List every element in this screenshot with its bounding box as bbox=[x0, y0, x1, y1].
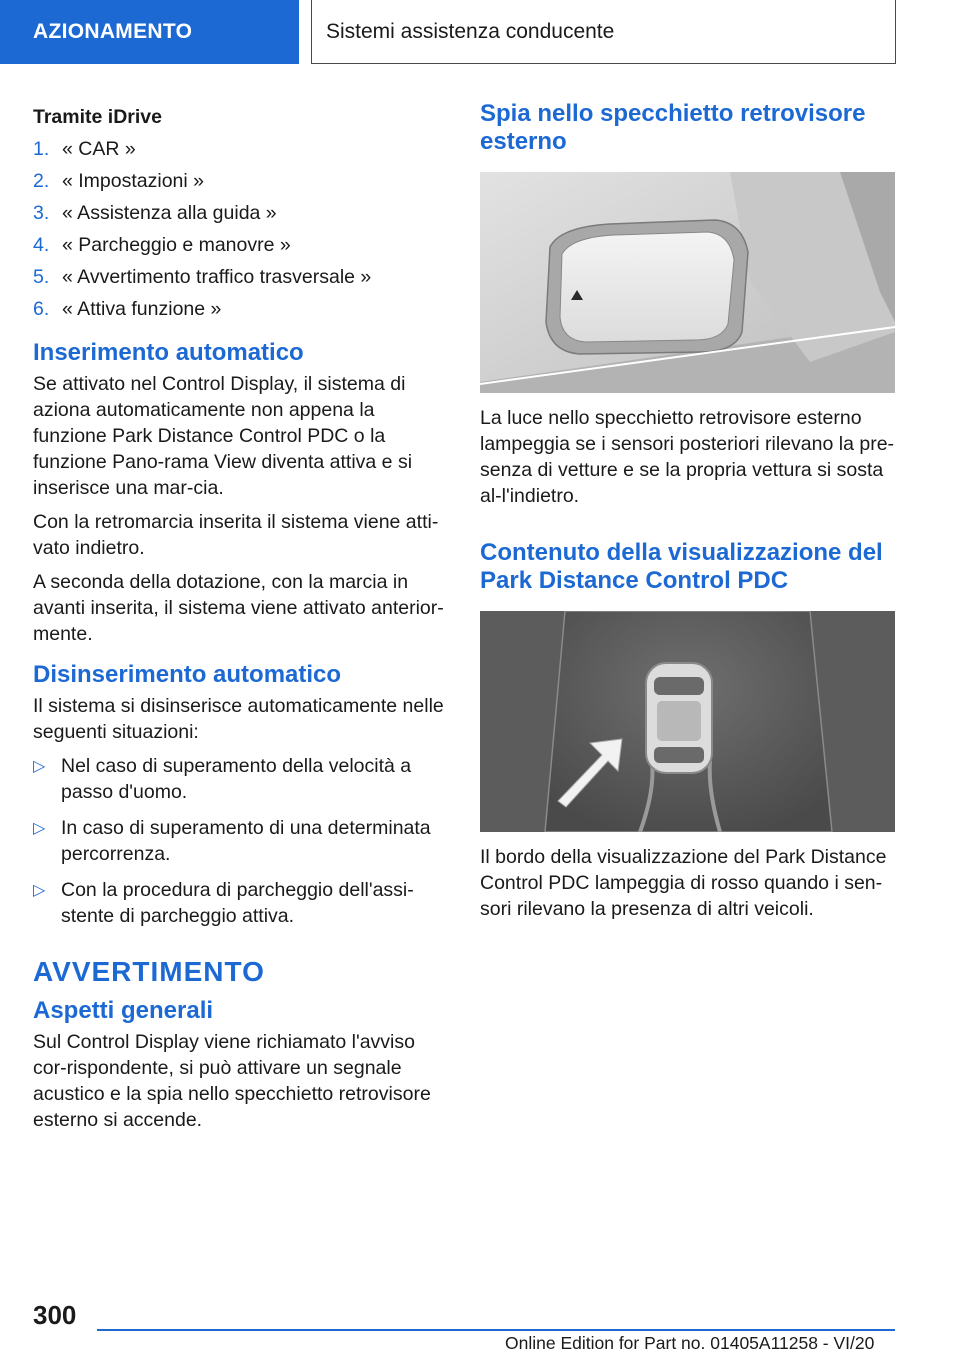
idrive-heading: Tramite iDrive bbox=[33, 106, 162, 128]
step-item: 3. « Assistenza alla guida » bbox=[33, 202, 277, 224]
step-item: 5. « Avvertimento traffico trasversale » bbox=[33, 266, 372, 288]
auto-off-heading: Disinserimento automatico bbox=[33, 661, 342, 688]
step-item: 1. « CAR » bbox=[33, 138, 136, 160]
step-item: 6. « Attiva funzione » bbox=[33, 298, 222, 320]
footer-divider bbox=[97, 1329, 895, 1331]
page-number: 300 bbox=[33, 1300, 77, 1330]
left-column bbox=[33, 100, 445, 1141]
list-item: ▷ Nel caso di superamento della velocità a passo d'uomo. bbox=[33, 755, 412, 803]
general-paragraph: Sul Control Display viene richiamato l'avviso cor‐rispondente, si può attivare un segnale acustico e la spia nello specchietto retrovisore esterno si accende. bbox=[33, 1031, 431, 1131]
step-item: 4. « Parcheggio e manovre » bbox=[33, 234, 291, 256]
auto-off-list bbox=[33, 753, 445, 929]
mirror-heading: Spia nello specchietto retrovisore esterno bbox=[480, 100, 866, 155]
triangle-bullet-icon: ▷ bbox=[33, 820, 46, 837]
warning-heading: AVVERTIMENTO bbox=[33, 956, 265, 987]
page-header bbox=[0, 0, 960, 66]
list-item: ▷ In caso di superamento di una determinata percorrenza. bbox=[33, 817, 431, 865]
chapter-title: Sistemi assistenza conducente bbox=[311, 0, 896, 64]
mirror-paragraph: La luce nello specchietto retrovisore esterno lampeggia se i sensori posteriori rilevano la pre‐senza di vetture e se la propria vettura si sosta al‐l'indietro. bbox=[480, 407, 895, 507]
side-mirror-illustration bbox=[480, 172, 895, 393]
auto-on-heading: Inserimento automatico bbox=[33, 339, 304, 366]
auto-on-paragraph-1: Se attivato nel Control Display, il sistema di aziona automaticamente non appena la funzione Park Distance Control PDC o la funzione Pano‐rama View diventa attiva e si inserisce una mar‐cia. bbox=[33, 373, 413, 499]
triangle-bullet-icon: ▷ bbox=[33, 758, 46, 775]
list-item: ▷ Con la procedura di parcheggio dell'assi‐stente di parcheggio attiva. bbox=[33, 879, 414, 927]
section-tab: AZIONAMENTO bbox=[0, 0, 299, 64]
triangle-bullet-icon: ▷ bbox=[33, 882, 46, 899]
idrive-steps bbox=[33, 133, 445, 325]
general-heading: Aspetti generali bbox=[33, 997, 214, 1024]
auto-on-paragraph-3: A seconda della dotazione, con la marcia in avanti inserita, il sistema viene attivato anterior‐mente. bbox=[33, 571, 444, 645]
step-item: 2. « Impostazioni » bbox=[33, 170, 204, 192]
pdc-display-illustration bbox=[480, 611, 895, 832]
edition-note: Online Edition for Part no. 01405A11258 - VI/20 bbox=[505, 1333, 875, 1353]
display-paragraph: Il bordo della visualizzazione del Park Distance Control PDC lampeggia di rosso quando i sen‐sori rilevano la presenza di altri veicoli. bbox=[480, 846, 887, 920]
auto-off-paragraph: Il sistema si disinserisce automaticamente nelle seguenti situazioni: bbox=[33, 695, 444, 743]
right-column bbox=[480, 100, 895, 930]
auto-on-paragraph-2: Con la retromarcia inserita il sistema viene atti‐vato indietro. bbox=[33, 511, 439, 559]
display-heading: Contenuto della visualizzazione del Park Distance Control PDC bbox=[480, 539, 883, 594]
